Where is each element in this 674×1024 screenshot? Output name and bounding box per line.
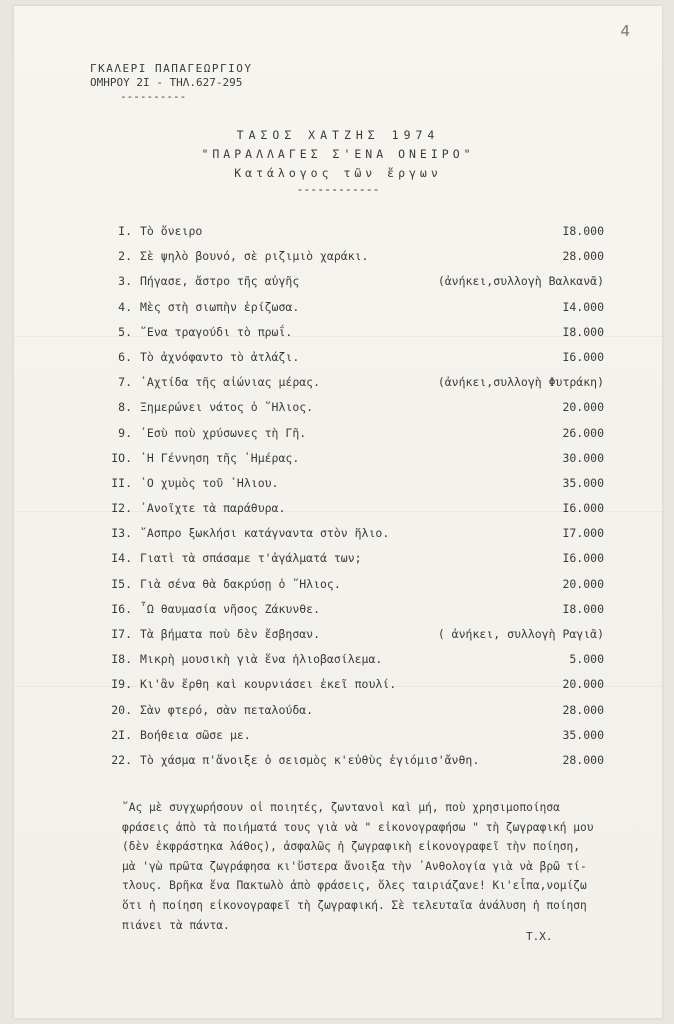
work-row <box>104 500 604 525</box>
work-row <box>104 626 604 651</box>
work-number: 20. <box>111 702 132 717</box>
work-title: Τὸ χάσμα π'ἄνοιξε ὁ σεισμὸς κ'εὐθὺς ἐγιόμισ'ἄνθη. <box>140 752 480 767</box>
work-price: (ἀνήκει,συλλογὴ Βαλκανᾶ) <box>437 274 604 289</box>
artist-year: ΤΑΣΟΣ ΧΑΤΖΗΣ 1974 <box>236 128 440 142</box>
work-title: Μὲς στὴ σιωπὴν ἐρίζωσα. <box>140 299 300 314</box>
work-price: Ι7.000 <box>562 526 604 541</box>
work-number: 2Ι. <box>111 727 132 742</box>
gallery-name: ΓΚΑΛΕΡΙ ΠΑΠΑΓΕΩΡΓΙΟΥ <box>90 62 253 75</box>
page-number: 4 <box>620 22 630 40</box>
work-number: 4. <box>118 299 132 314</box>
note-line: (δὲν ἐκφράστηκα λάθος), ἀσφαλῶς ἡ ζωγραφικὴ εἰκονογραφεῖ τὴν ποίηση, <box>122 840 581 854</box>
work-number: 6. <box>118 349 132 364</box>
work-price: 28.000 <box>562 752 604 767</box>
sender-underline: ---------- <box>120 90 187 103</box>
work-price: 35.000 <box>562 727 604 742</box>
work-row <box>104 450 604 475</box>
work-title: ῾Ο χυμὸς τοῦ ῾Ηλιου. <box>140 475 279 490</box>
work-row <box>104 651 604 676</box>
work-price: 20.000 <box>562 400 604 415</box>
work-title: Κι'ἂν ἔρθη καὶ κουρνιάσει ἐκεῖ πουλί. <box>140 677 397 692</box>
work-price: Ι8.000 <box>562 601 604 616</box>
work-number: Ι3. <box>111 526 132 541</box>
work-title: Γιὰ σένα θὰ δακρύσῃ ὁ ῞Ηλιος. <box>140 576 341 591</box>
work-price: Ι4.000 <box>562 299 604 314</box>
work-price: Ι8.000 <box>562 224 604 238</box>
gallery-address: ΟΜΗΡΟΥ 2Ι - ΤΗΛ.627-295 <box>90 76 243 89</box>
work-title: ῎Ασπρο ξωκλήσι κατάγναντα στὸν ἥλιο. <box>140 526 390 541</box>
work-row <box>104 374 604 399</box>
work-title: ῾Η Γέννηση τῆς ῾Ημέρας. <box>140 450 300 465</box>
catalogue-heading: Κατάλογος τῶν ἔργων <box>234 166 442 180</box>
work-title: Μικρὴ μουσικὴ γιὰ ἕνα ἡλιοβασίλεμα. <box>140 652 383 667</box>
work-row <box>104 550 604 575</box>
work-row <box>104 425 604 450</box>
work-row <box>104 273 604 298</box>
work-row <box>104 349 604 374</box>
work-price: 26.000 <box>562 425 604 440</box>
document-page <box>14 6 662 1018</box>
works-list <box>104 223 604 777</box>
work-number: 2. <box>118 249 132 264</box>
work-price: 20.000 <box>562 677 604 692</box>
work-number: 5. <box>118 324 132 339</box>
work-number: ΙΙ. <box>111 475 132 490</box>
work-number: Ι8. <box>111 652 132 667</box>
work-row <box>104 702 604 727</box>
work-number: 7. <box>118 375 132 390</box>
work-title: Τὸ ὄνειρο <box>140 224 203 238</box>
work-price: 20.000 <box>562 576 604 591</box>
work-title: Σὰν φτερό, σὰν πεταλούδα. <box>140 702 314 717</box>
work-title: Βοήθεια σῶσε με. <box>140 727 251 742</box>
work-number: Ι7. <box>111 627 132 641</box>
work-price: 28.000 <box>562 702 604 717</box>
work-price: Ι6.000 <box>562 551 604 566</box>
exhibition-title: "ΠΑΡΑΛΛΑΓΕΣ Σ'ΕΝΑ ΟΝΕΙΡΟ" <box>201 147 475 161</box>
work-row <box>104 399 604 424</box>
work-title: Γιατὶ τὰ σπάσαμε τ'ἀγάλματά των; <box>140 551 362 566</box>
work-number: Ι4. <box>111 551 132 566</box>
artist-note <box>122 798 602 935</box>
work-price: Ι8.000 <box>562 324 604 339</box>
work-row <box>104 676 604 701</box>
work-price: Ι6.000 <box>562 349 604 364</box>
work-row <box>104 299 604 324</box>
work-title: Τὰ βήματα ποὺ δὲν ἔσβησαν. <box>140 627 321 641</box>
sender-address <box>90 62 252 104</box>
work-row <box>104 752 604 777</box>
work-title: Πήγασε, ἄστρο τῆς αὐγῆς <box>140 274 300 289</box>
work-title: ᾿Ανοῖχτε τὰ παράθυρα. <box>140 501 286 516</box>
work-row <box>104 324 604 349</box>
work-number: ΙΟ. <box>111 450 132 465</box>
work-row <box>104 223 604 248</box>
artist-initials: Τ.Χ. <box>526 930 553 943</box>
note-line: φράσεις ἀπὸ τὰ ποιήματά τους γιὰ νὰ " εἰκονογραφήσω " τὴ ζωγραφική μου <box>122 820 594 834</box>
work-number: 8. <box>118 400 132 415</box>
work-number: 22. <box>111 752 132 767</box>
work-price: 5.000 <box>569 652 604 667</box>
work-price: 28.000 <box>562 249 604 264</box>
work-row <box>104 248 604 273</box>
work-number: Ι9. <box>111 677 132 692</box>
work-title: ῞Ενα τραγούδι τὸ πρωΐ. <box>140 324 293 339</box>
work-title: Σὲ ψηλὸ βουνό, σὲ ριζιμιὸ χαράκι. <box>140 249 369 264</box>
work-title: ᾿Αχτίδα τῆς αἰώνιας μέρας. <box>140 375 321 390</box>
work-row <box>104 601 604 626</box>
document-header <box>14 126 662 195</box>
note-line: πιάνει τὰ πάντα. <box>122 918 230 932</box>
work-number: 3. <box>118 274 132 289</box>
work-number: Ι2. <box>111 501 132 516</box>
work-title: Τὸ ἀχνόφαντο τὸ ἀτλάζι. <box>140 349 300 364</box>
note-line: ῞Ας μὲ συγχωρήσουν οἱ ποιητές, ζωντανοὶ καὶ μή, ποὺ χρησιμοποίησα <box>122 801 560 814</box>
work-price: (ἀνήκει,συλλογὴ Φυτράκη) <box>437 375 604 390</box>
work-number: Ι6. <box>111 601 132 616</box>
work-number: Ι. <box>118 224 132 238</box>
note-line: τλους. Βρῆκα ἕνα Πακτωλὸ ἀπὸ φράσεις, ὅλες ταιριάζανε! Κι'εἶπα,νομίζω <box>122 879 587 893</box>
work-number: 9. <box>118 425 132 440</box>
note-line: ὅτι ἡ ποίηση εἰκονογραφεῖ τὴ ζωγραφική. Σὲ τελευταῖα ἀνάλυση ἡ ποίηση <box>122 898 587 912</box>
work-title: Ξημερώνει νάτος ὁ ῞Ηλιος. <box>140 400 314 415</box>
work-row <box>104 475 604 500</box>
work-title: ᾿Εσὺ ποὺ χρύσωνες τὴ Γῆ. <box>140 425 307 440</box>
work-row <box>104 525 604 550</box>
note-line: μὰ 'γὼ πρῶτα ζωγράφησα κι'ὕστερα ἄνοιξα τὴν ᾿Ανθολογία γιὰ νὰ βρῶ τί- <box>122 859 587 873</box>
work-price: 30.000 <box>562 450 604 465</box>
work-row <box>104 576 604 601</box>
header-underline: ------------ <box>296 182 380 196</box>
work-title: ῏Ω θαυμασία νῆσος Ζάκυνθε. <box>140 601 321 616</box>
work-price: 35.000 <box>562 475 604 490</box>
work-number: Ι5. <box>111 576 132 591</box>
work-price: ( ἀνήκει, συλλογὴ Ραγιᾶ) <box>437 627 604 641</box>
work-row <box>104 727 604 752</box>
work-price: Ι6.000 <box>562 501 604 516</box>
